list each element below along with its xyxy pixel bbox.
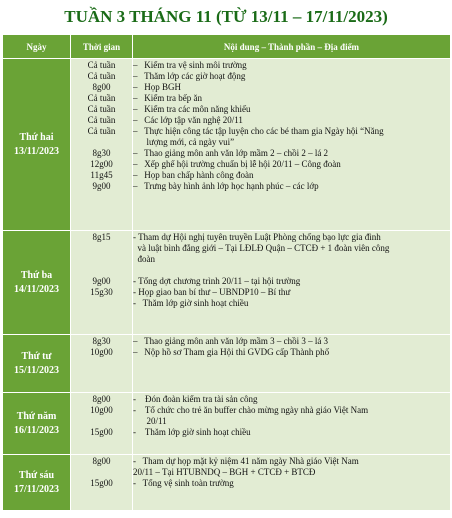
day-name: Thứ ba <box>20 269 53 281</box>
schedule-row <box>3 455 451 511</box>
content-line: - Tổng dợt chương trình 20/11 – tại hội trường <box>133 276 301 286</box>
content-line: - Tham dự Hội nghị tuyên truyền Luật Phòng chống bạo lực gia đình <box>133 232 381 242</box>
content-line: – Xếp ghế hội trường chuẩn bị lễ hội 20/11 – Công đoàn <box>133 159 341 169</box>
time-cell <box>71 335 133 393</box>
day-date: 16/11/2023 <box>13 424 59 436</box>
time-cell <box>71 455 133 511</box>
time-entry <box>71 416 132 427</box>
time-entry: 15g00 <box>90 478 113 488</box>
day-cell <box>3 231 71 335</box>
content-line: 20/11 <box>133 416 167 426</box>
content-line: - Tổ chức cho trẻ ăn buffer chào mừng ngày nhà giáo Việt Nam <box>133 405 369 415</box>
content-line: – Thực hiện công tác tập luyện cho các bé tham gia Ngày hội “Năng <box>133 126 384 136</box>
content-cell <box>133 455 451 511</box>
header-row <box>3 35 451 59</box>
time-cell <box>71 231 133 335</box>
time-entry: Cả tuần <box>87 115 116 125</box>
content-line: – Kiểm tra vệ sinh môi trường <box>133 60 247 70</box>
content-line: – Nộp hồ sơ Tham gia Hội thi GVDG cấp Thành phố <box>133 347 330 357</box>
time-entry: 8g00 <box>92 456 111 466</box>
day-date: 17/11/2023 <box>13 483 59 495</box>
content-line: – Kiểm tra các môn năng khiếu <box>133 104 251 114</box>
schedule-row <box>3 335 451 393</box>
time-entry: Cả tuần <box>87 126 116 136</box>
content-line: 20/11 – Tại HTUBNDQ – BGH + CTCĐ + BTCĐ <box>133 467 316 477</box>
day-name: Thứ hai <box>19 131 54 143</box>
content-line <box>133 265 450 276</box>
content-line: - Đón đoàn kiểm tra tài sản công <box>133 394 258 404</box>
time-entry: 8g00 <box>92 82 111 92</box>
day-cell <box>3 393 71 455</box>
schedule-row <box>3 393 451 455</box>
time-entry: 10g00 <box>90 347 113 357</box>
day-name: Thứ tư <box>21 350 52 362</box>
time-entry <box>71 298 132 309</box>
content-cell <box>133 59 451 231</box>
content-line: – Thăm lớp các giờ hoạt động <box>133 71 246 81</box>
content-line: – Họp BGH <box>133 82 182 92</box>
time-entry <box>71 254 132 265</box>
day-name: Thứ năm <box>16 410 57 422</box>
time-entry: Cả tuần <box>87 71 116 81</box>
content-line: lượng mới, cả ngày vui” <box>133 137 235 147</box>
time-entry <box>71 467 132 478</box>
time-entry: 8g30 <box>92 336 111 346</box>
day-date: 14/11/2023 <box>13 283 59 295</box>
content-line: đoàn <box>133 254 155 264</box>
day-name: Thứ sáu <box>18 469 55 481</box>
content-line: – Kiểm tra bếp ăn <box>133 93 202 103</box>
time-entry: 8g30 <box>92 148 111 158</box>
time-entry <box>71 137 132 148</box>
time-entry: 10g00 <box>90 405 113 415</box>
day-cell <box>3 59 71 231</box>
schedule-row <box>3 231 451 335</box>
header-day: Ngày <box>3 35 71 59</box>
content-line: – Họp ban chấp hành công đoàn <box>133 170 254 180</box>
content-cell <box>133 335 451 393</box>
content-line: – Các lớp tập văn nghệ 20/11 <box>133 115 243 125</box>
time-entry: 9g00 <box>92 276 111 286</box>
content-line: – Thao giảng môn anh văn lớp mầm 3 – chồi 3 – lá 3 <box>133 336 329 346</box>
time-entry: 15g00 <box>90 427 113 437</box>
time-entry: 12g00 <box>90 159 113 169</box>
content-line: và luật bình đẳng giới – Tại LĐLĐ Quận – CTCĐ + 1 đoàn viên công <box>133 243 390 253</box>
time-entry: 8g00 <box>92 394 111 404</box>
time-entry: Cả tuần <box>87 104 116 114</box>
time-entry: 15g30 <box>90 287 113 297</box>
page-title: TUẦN 3 THÁNG 11 (TỪ 13/11 – 17/11/2023) <box>0 0 452 34</box>
time-entry: Cả tuần <box>87 93 116 103</box>
time-entry <box>71 243 132 254</box>
time-entry: 9g00 <box>92 181 111 191</box>
day-cell <box>3 455 71 511</box>
day-date: 15/11/2023 <box>13 364 59 376</box>
time-entry: Cả tuần <box>87 60 116 70</box>
schedule-table <box>2 34 451 511</box>
content-line: - Thăm lớp giờ sinh hoạt chiều <box>133 427 251 437</box>
time-cell <box>71 59 133 231</box>
content-line: – Thao giảng môn anh văn lớp mầm 2 – chồi 2 – lá 2 <box>133 148 329 158</box>
content-cell <box>133 393 451 455</box>
time-entry: 8g15 <box>92 232 111 242</box>
time-entry <box>71 265 132 276</box>
content-line: - Tham dự họp mặt kỷ niệm 41 năm ngày Nhà giáo Việt Nam <box>133 456 359 466</box>
time-cell <box>71 393 133 455</box>
content-line: - Tổng vệ sinh toàn trường <box>133 478 234 488</box>
day-date: 13/11/2023 <box>13 145 59 157</box>
content-line: – Trưng bày hình ảnh lớp học hạnh phúc – các lớp <box>133 181 319 191</box>
header-content: Nội dung – Thành phần – Địa điểm <box>133 35 451 59</box>
content-cell <box>133 231 451 335</box>
content-line: - Thăm lớp giờ sinh hoạt chiều <box>133 298 249 308</box>
time-entry: 11g45 <box>90 170 113 180</box>
content-line: - Họp giao ban bí thư – UBNDP10 – Bí thư <box>133 287 291 297</box>
header-time: Thời gian <box>71 35 133 59</box>
day-cell <box>3 335 71 393</box>
schedule-row <box>3 59 451 231</box>
